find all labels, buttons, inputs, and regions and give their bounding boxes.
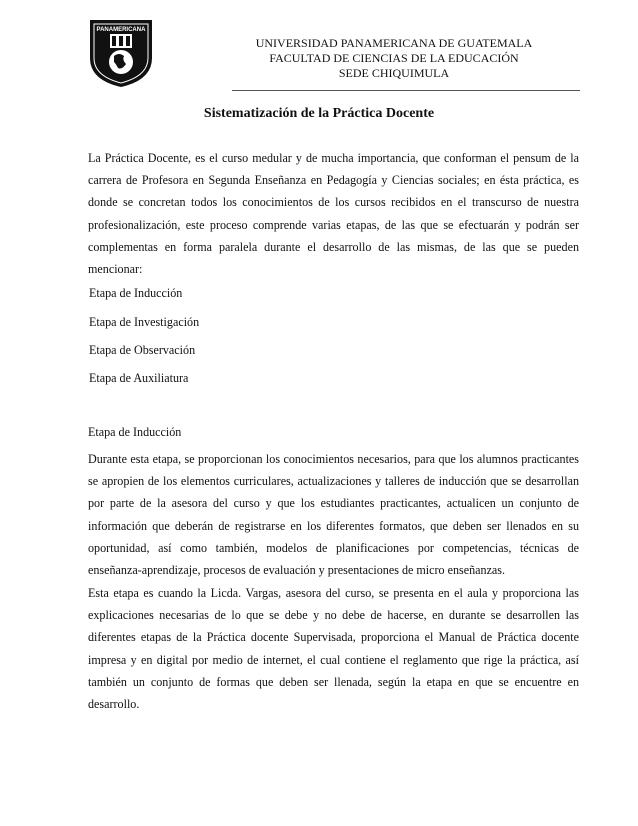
university-seal-icon bbox=[88, 18, 154, 88]
header-divider bbox=[232, 90, 580, 91]
institution-block bbox=[208, 36, 580, 81]
stage-list-item-auxiliatura: Etapa de Auxiliatura bbox=[89, 371, 189, 385]
campus-name: SEDE CHIQUIMULA bbox=[338, 66, 450, 80]
faculty-name: FACULTAD DE CIENCIAS DE LA EDUCACIÓN bbox=[269, 51, 519, 65]
stage-list-item-investigation: Etapa de Investigación bbox=[89, 315, 200, 329]
induction-paragraph-1: Durante esta etapa, se proporcionan los conocimientos necesarios, para que los alumnos practicantes se apropien de los elementos curriculares, actualizaciones y talleres de inducción que se desarrollan por parte de la asesora del curso y que los estudiantes practicantes, actualicen un conjunto de información que deberán de registrarse en los diferentes formatos, que deben ser llenados en su oportunidad, así como también, modelos de planificaciones por competencias, técnicas de enseñanza-aprendizaje, procesos de evaluación y presentaciones de micro enseñanzas. bbox=[88, 452, 579, 578]
stage-list-item-observation: Etapa de Observación bbox=[89, 343, 196, 357]
intro-paragraph: La Práctica Docente, es el curso medular y de mucha importancia, que conforman el pensum de la carrera de Profesora en Segunda Enseñanza en Pedagogía y Ciencias sociales; en ésta práctica, es donde se concretan todos los conocimientos de los cursos recibidos en el transcurso de nuestra profesionalización, este proceso comprende varias etapas, de las que se efectuarán y podrán ser complementas en forma paralela durante el desarrollo de las mismas, de las que se pueden mencionar: bbox=[88, 151, 579, 277]
section-heading: Etapa de Inducción bbox=[88, 425, 182, 439]
seal-text: PANAMERICANA bbox=[96, 27, 146, 33]
induction-paragraph-2: Esta etapa es cuando la Licda. Vargas, asesora del curso, se presenta en el aula y proporciona las explicaciones necesarias de lo que se debe y no debe de hacerse, en durante se desarrollen las diferentes etapas de la Práctica docente Supervisada, proporciona el Manual de Práctica docente impresa y en digital por medio de internet, el cual contiene el reglamento que rige la práctica, así también un conjunto de formas que deben ser llenada, según la etapa en que se encuentre en desarrollo. bbox=[88, 586, 579, 712]
document-header bbox=[88, 18, 580, 90]
stage-list-item-induction: Etapa de Inducción bbox=[89, 286, 183, 300]
university-name: UNIVERSIDAD PANAMERICANA DE GUATEMALA bbox=[255, 36, 533, 50]
page-title: Sistematización de la Práctica Docente bbox=[203, 106, 435, 121]
